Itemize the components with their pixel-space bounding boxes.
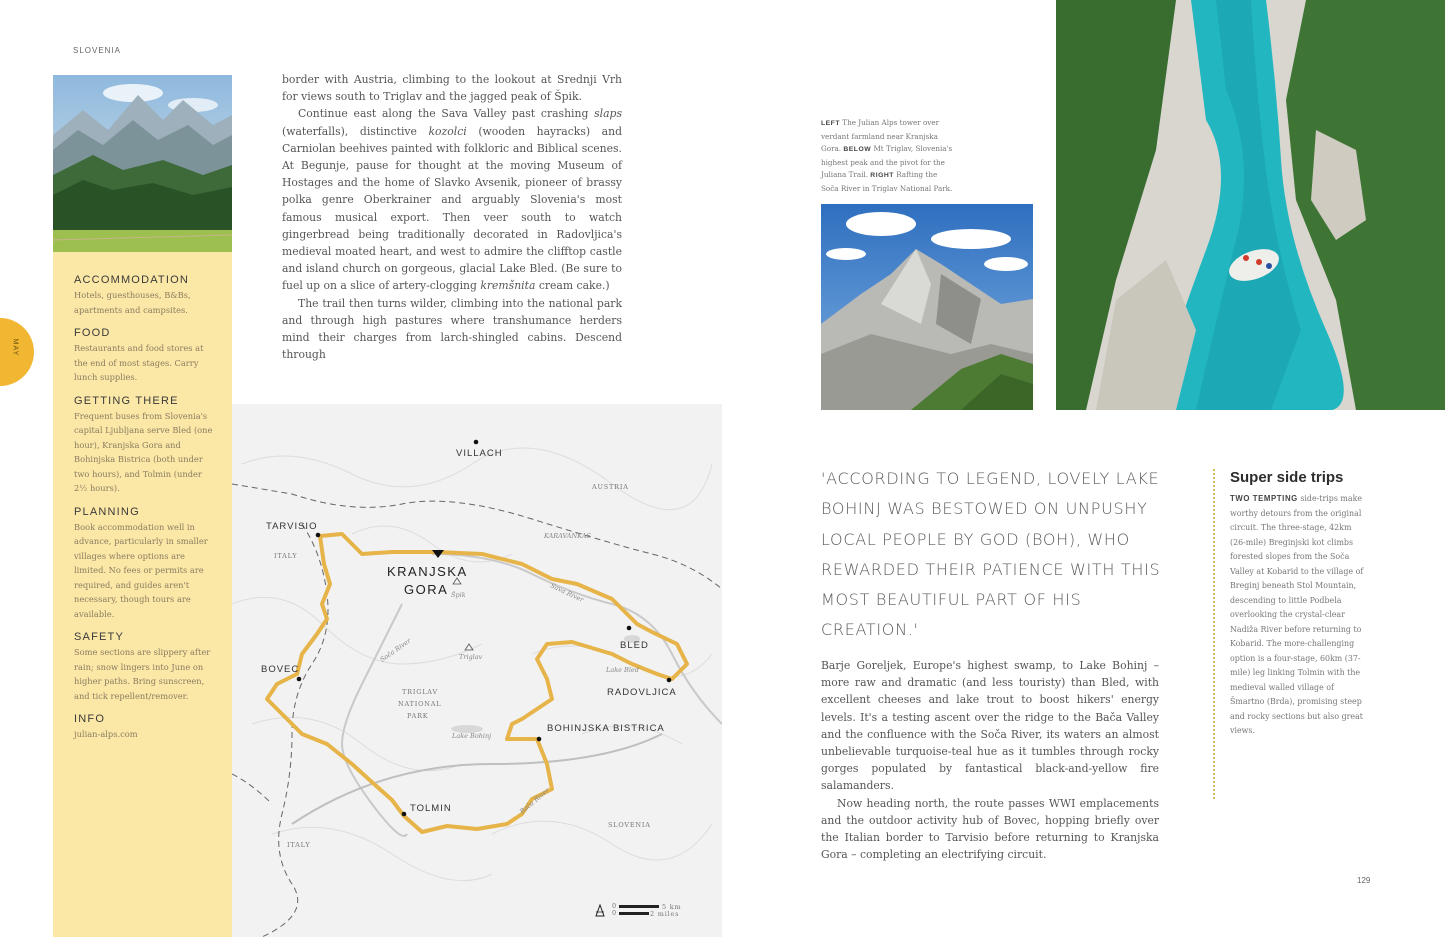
caption-text: Mt Triglav, Slovenia's highest peak and the pivot for the Juliana Trail. bbox=[821, 144, 953, 179]
running-head: SLOVENIA bbox=[73, 46, 122, 55]
map-label-radovljica: RADOVLJICA bbox=[607, 687, 677, 698]
sidebar-heading: FOOD bbox=[74, 327, 111, 339]
radovljica-dot bbox=[667, 678, 672, 683]
map-label-austria: AUSTRIA bbox=[592, 483, 629, 491]
scale-zero-1: 0 bbox=[612, 902, 617, 910]
side-trips-text: side-trips make worthy detours from the original circuit. The three-stage, 42km (26-mile) Breginjski kot climbs forested slopes from the Soča Valley at Kobarid to the village of Breginj beneath Stol Mountain, descending to little Podbela overlooking the crystal-clear Nadiža River before returning to Kobarid. The more-challenging option is a four-stage, 60km (37-mile) leg linking Tolmin with the medieval walled village of Šmartno (Brda), promising steep and rocky sections but also great views. bbox=[1230, 494, 1364, 735]
route-map bbox=[232, 404, 722, 937]
map-label-sava: Sava River bbox=[549, 581, 585, 604]
sidebar-heading: ACCOMMODATION bbox=[74, 274, 190, 286]
map-label-bovec: BOVEC bbox=[261, 664, 300, 675]
sidebar-section-planning bbox=[74, 506, 214, 622]
sidebar-section-accommodation bbox=[74, 274, 214, 317]
caption-label: RIGHT bbox=[870, 172, 894, 179]
text-run: cream cake.) bbox=[535, 279, 610, 293]
bovec-dot bbox=[297, 677, 302, 682]
sidebar-body: Some sections are slippery after rain; snow lingers into June on higher paths. Bring sunscreen, and tick repellent/remover. bbox=[74, 647, 211, 701]
sidebar-section-getting-there bbox=[74, 395, 214, 496]
map-label-kranjska: KRANJSKA bbox=[387, 564, 468, 579]
villach-dot bbox=[474, 440, 479, 445]
map-label-italy-bottom: ITALY bbox=[287, 841, 311, 849]
bohinjska-dot bbox=[537, 737, 542, 742]
sidebar-body: Frequent buses from Slovenia's capital Ljubljana serve Bled (one hour), Kranjska Gora and Bohinjska Bistrica (both under two hours), and Tolmin (under 2½ hours). bbox=[74, 410, 213, 493]
sidebar-body: Hotels, guesthouses, B&Bs, apartments and campsites. bbox=[74, 290, 191, 315]
map-label-italy-top: ITALY bbox=[274, 552, 298, 560]
caption-text: The Julian Alps tower over verdant farmland near Kranjska Gora. bbox=[821, 118, 940, 153]
map-label-lake-bled: Lake Bled bbox=[606, 666, 639, 674]
map-label-soca: Soča River bbox=[378, 636, 413, 664]
map-label-villach: VILLACH bbox=[456, 448, 503, 459]
sidebar-section-food bbox=[74, 327, 214, 385]
sidebar-heading: SAFETY bbox=[74, 631, 124, 643]
caption-label: BELOW bbox=[843, 146, 872, 153]
text-run: (waterfalls), distinctive bbox=[282, 124, 429, 138]
body-paragraph: The trail then turns wilder, climbing into the national park and through high pastures where transhumance herders mind their charges from larch-shingled cabins. Descend through bbox=[282, 296, 622, 362]
map-label-tarvisio: TARVISIO bbox=[266, 521, 318, 532]
map-label-bled: BLED bbox=[620, 640, 649, 651]
alps-meadow-illustration bbox=[53, 75, 232, 252]
text-emphasis: slaps bbox=[594, 107, 622, 121]
side-trips-lead: TWO TEMPTING bbox=[1230, 494, 1298, 503]
map-label-lake-bohinj: Lake Bohinj bbox=[452, 732, 492, 740]
scale-km: 5 km bbox=[662, 903, 682, 911]
body-paragraph bbox=[282, 105, 622, 294]
body-paragraph: border with Austria, climbing to the lookout at Srednji Vrh for views south to Triglav and the jagged peak of Špik. bbox=[282, 73, 622, 104]
sidebar-body: Restaurants and food stores at the end of most stages. Carry lunch supplies. bbox=[74, 343, 204, 382]
sidebar-heading: PLANNING bbox=[74, 505, 140, 518]
side-trips-body bbox=[1230, 492, 1366, 739]
body-paragraph: Barje Goreljek, Europe's highest swamp, to Lake Bohinj – more raw and dramatic (and less touristy) than Bled, with excellent cheeses and lake trout to boost hikers' energy levels. It's a testing ascent over the ridge to the Bača Valley and the confluence with the Soča River, its waters an almost unbelievable turquoise-teal hue as it tumbles through rocky gorges populated by fantastical black-and-yellow fire salamanders. bbox=[821, 659, 1159, 793]
body-paragraph: Now heading north, the route passes WWI emplacements and the outdoor activity hub of Bovec, hopping briefly over the Italian border to Tarvisio before returning to Kranjska Gora – completing an electrifying circuit. bbox=[821, 796, 1159, 862]
soca-river-photo bbox=[1056, 0, 1445, 410]
route-map-graphic bbox=[232, 404, 722, 937]
scale-zero-2: 0 bbox=[612, 909, 617, 917]
tolmin-dot bbox=[402, 812, 407, 817]
sidebar-heading: GETTING THERE bbox=[74, 394, 179, 407]
side-trips-title: Super side trips bbox=[1230, 469, 1344, 486]
alps-meadow-photo bbox=[53, 75, 232, 252]
soca-river-illustration bbox=[1056, 0, 1445, 410]
map-label-gora: GORA bbox=[404, 582, 449, 597]
map-label-bohinjska-bistrica: BOHINJSKA BISTRICA bbox=[547, 723, 665, 734]
text-emphasis: kozolci bbox=[428, 124, 467, 138]
sidebar-section-info bbox=[74, 713, 214, 742]
sidebar-link[interactable]: julian-alps.com bbox=[74, 729, 138, 739]
map-label-karavankas: KARAVANKAS bbox=[544, 532, 591, 540]
side-trips-box bbox=[1213, 469, 1366, 799]
tarvisio-dot bbox=[316, 533, 321, 538]
text-run: Continue east along the Sava Valley past crashing bbox=[298, 107, 595, 121]
caption-text: Rafting the Soča River in Triglav National Park. bbox=[821, 170, 953, 193]
text-run: (wooden hayracks) and Carniolan beehives painted with folkloric and Biblical scenes. At Begunje, pause for thought at the moving Museum of Hostages and the home of Slavko Avsenik, pioneer of brassy polka genre Oberkrainer and arguably Slovenia's most famous musical export. Then veer south to watch gingerbread being traditionally decorated in Radovljica's medieval moated heart, and west to admire the clifftop castle and island church on gorgeous, glacial Lake Bled. (Be sure to fuel up on a slice of artery-clogging bbox=[282, 124, 622, 293]
sidebar-heading: INFO bbox=[74, 713, 106, 725]
map-label-tolmin: TOLMIN bbox=[410, 803, 452, 814]
page-number-right: 129 bbox=[1357, 876, 1371, 885]
sidebar-content bbox=[74, 274, 214, 752]
right-body-text bbox=[821, 657, 1159, 863]
photo-caption bbox=[821, 117, 957, 195]
sidebar-section-safety bbox=[74, 631, 214, 703]
map-label-spik: Špik bbox=[451, 591, 466, 599]
map-label-park-2: NATIONAL bbox=[398, 700, 442, 708]
text-emphasis: kremšnita bbox=[480, 279, 536, 293]
scale-miles: 2 miles bbox=[650, 910, 680, 918]
sidebar-body: Book accommodation well in advance, particularly in smaller villages where options are limited. No fees or permits are required, and guides aren't necessary, though tours are available. bbox=[74, 521, 208, 619]
month-tab-left-label: MAY bbox=[11, 338, 19, 357]
month-tab-left bbox=[0, 318, 34, 386]
pull-quote: 'ACCORDING TO LEGEND, LOVELY LAKE BOHINJ WAS BESTOWED ON UNPUSHY LOCAL PEOPLE BY GOD (BOH), WHO REWARDED THEIR PATIENCE WITH THIS MOST BEAUTIFUL PART OF HIS CREATION.' bbox=[821, 469, 1161, 640]
left-body-text bbox=[282, 71, 622, 363]
map-label-park-3: PARK bbox=[407, 712, 429, 720]
map-label-park-1: TRIGLAV bbox=[402, 688, 438, 696]
triglav-illustration bbox=[821, 204, 1033, 410]
bled-dot bbox=[627, 626, 632, 631]
map-label-slovenia: SLOVENIA bbox=[608, 821, 651, 829]
map-label-baca: Bača River bbox=[518, 786, 551, 816]
caption-label: LEFT bbox=[821, 120, 840, 127]
map-label-triglav: Triglav bbox=[459, 653, 483, 661]
triglav-photo bbox=[821, 204, 1033, 410]
